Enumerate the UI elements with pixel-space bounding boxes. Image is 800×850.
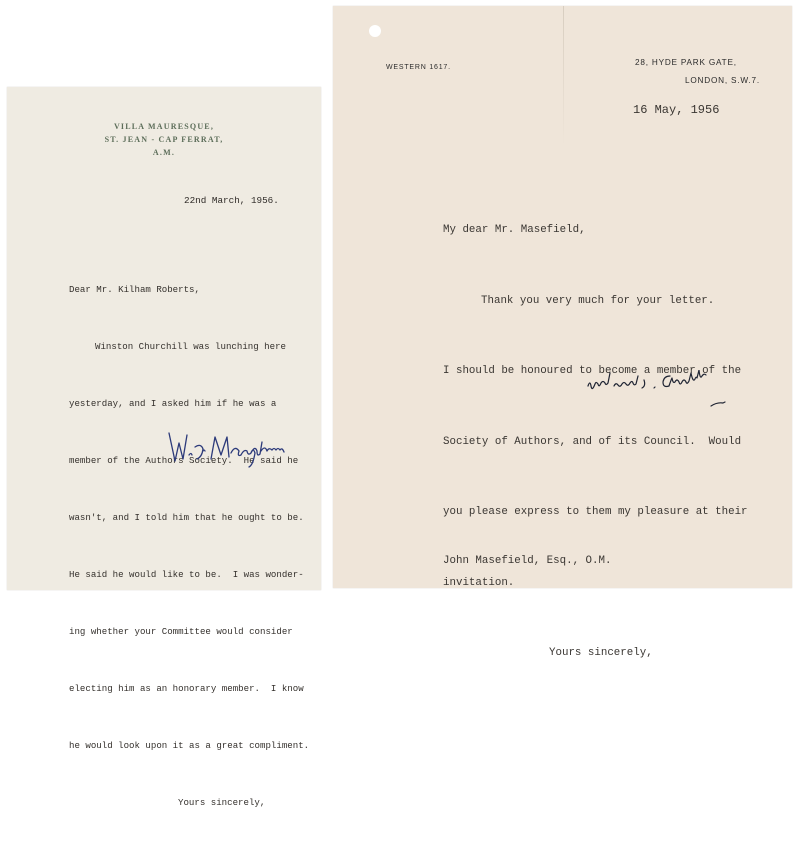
maugham-signature: [167, 425, 297, 475]
body-line: Winston Churchill was lunching here: [95, 341, 286, 352]
salutation: Dear Mr. Kilham Roberts,: [69, 284, 200, 295]
body-line: Thank you very much for your letter.: [481, 294, 715, 307]
letterhead-line-2: ST. JEAN - CAP FERRAT,: [104, 135, 224, 144]
body-line: wasn't, and I told him that he ought to be.: [69, 512, 304, 523]
body-line: I should be honoured to become a member of the: [443, 365, 742, 377]
letterhead-line-3: A.M.: [152, 148, 176, 157]
letter-body: [443, 172, 748, 713]
body-line: Society of Authors, and of its Council. Would: [443, 435, 742, 448]
body-line: he would look upon it as a great compliment.: [69, 740, 310, 751]
recipient-line: John Masefield, Esq., O.M.: [443, 555, 612, 567]
body-line: member of the Authors Society. He said he: [69, 455, 299, 466]
body-line: you please express to them my pleasure at their: [443, 506, 748, 518]
salutation: My dear Mr. Masefield,: [443, 224, 586, 236]
body-line: ing whether your Committee would consider: [69, 626, 293, 637]
churchill-letter: [333, 6, 792, 659]
body-line: yesterday, and I asked him if he was a: [69, 398, 277, 409]
closing: Yours sincerely,: [549, 647, 653, 659]
letter-body: [69, 242, 309, 850]
address-line-1: 28, HYDE PARK GATE,: [635, 58, 737, 67]
paper-fold: [563, 6, 564, 146]
body-line: electing him as an honorary member. I know: [69, 683, 304, 694]
body-line: invitation.: [443, 576, 515, 589]
address-line-2: LONDON, S.W.7.: [685, 76, 760, 85]
churchill-signature: [586, 370, 766, 415]
body-line: He said he would like to be. I was wonder-: [69, 569, 304, 580]
closing: Yours sincerely,: [178, 797, 266, 808]
letterhead-line-1: VILLA MAURESQUE,: [113, 122, 215, 131]
letter-date: 16 May, 1956: [633, 103, 720, 117]
punch-hole: [369, 25, 381, 37]
maugham-letter: [7, 87, 321, 808]
letter-date: 22nd March, 1956.: [184, 195, 279, 206]
telephone-number: WESTERN 1617.: [386, 64, 451, 71]
